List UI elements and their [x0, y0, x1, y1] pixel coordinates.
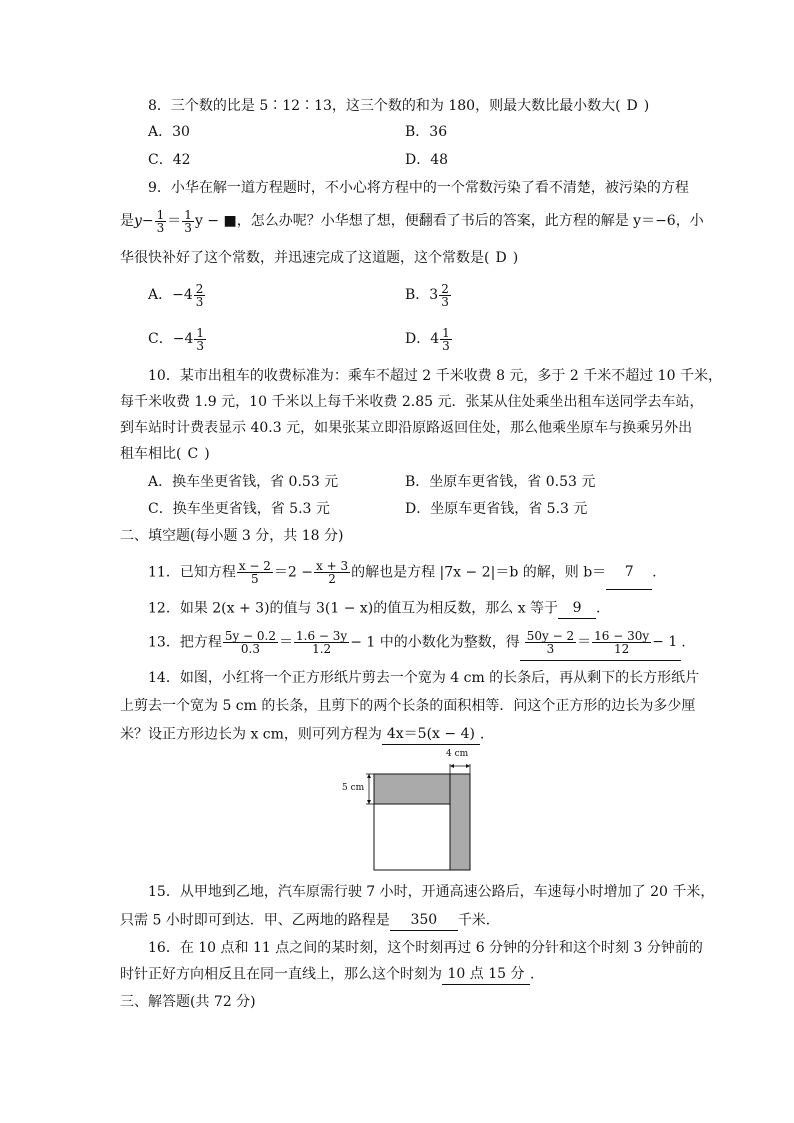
q14-line2: 上剪去一个宽为 5 cm 的长条，且剪下的两个长条的面积相等．问这个正方形的边长为多少厘 — [120, 698, 696, 714]
q8-option-c: C．42 — [148, 152, 191, 168]
q12-line: 12．如果 2(x + 3)的值与 3(1 − x)的值互为相反数，那么 x 等于 9 . — [148, 598, 601, 619]
square-paper-figure — [340, 744, 480, 874]
q8-option-d: D．48 — [405, 152, 449, 168]
q11-fraction-b: $\frac{x + 3}{2}$ — [316, 559, 349, 586]
q9-option-d: D．4 $\frac{1}{3}$ — [405, 325, 450, 353]
q16-answer-blank: 10 点 15 分 — [442, 964, 530, 985]
section-heading-solve: 三、解答题(共 72 分) — [120, 994, 256, 1010]
cut-strip-5cm — [374, 774, 450, 804]
q9-option-a: A．−4 $\frac{2}{3}$ — [148, 281, 204, 309]
q13-answer-blank: $\frac{50y - 2}{3}$ ＝ $\frac{16 - 30y}{12}$ − 1 — [520, 624, 681, 661]
q13-line: 13．把方程 $\frac{5y - 0.2}{0.3}$ ＝ $\frac{1.6 - 3y}{1.2}$ − 1 中的小数化为整数，得 $\frac{50y - 2}{3}$ ＝ $\frac{16 - 30y}{12}$ − 1 . — [148, 624, 686, 661]
q8-stem: 8．三个数的比是 5∶12∶13，这三个数的和为 180，则最大数比最小数大( D ) — [148, 98, 650, 114]
q12-answer-blank: 9 — [558, 598, 596, 619]
q9-line1: 9．小华在解一道方程题时，不小心将方程中的一个常数污染了看不清楚，被污染的方程 — [148, 180, 689, 196]
q11-line: 11．已知方程 $\frac{x - 2}{5}$ ＝2 − $\frac{x + 3}{2}$ 的解也是方程 |7x − 2|＝b 的解，则 b＝ 7 . — [148, 555, 657, 590]
q10-line2: 每千米收费 1.9 元，10 千米以上每千米收费 2.85 元．张某从住处乘坐出租车送同学去车站， — [120, 394, 704, 410]
q15-line1: 15．从甲地到乙地，汽车原需行驶 7 小时，开通高速公路后，车速每小时增加了 20 千米， — [148, 884, 715, 900]
q9-fraction-2: $\frac{1}{3}$ — [184, 207, 192, 235]
q9-line3: 华很快补好了这个常数，并迅速完成了这道题，这个常数是( D ) — [120, 250, 519, 266]
q9-answer: D — [495, 250, 507, 266]
q8-option-a: A．30 — [148, 124, 190, 140]
q13-fraction-a: $\frac{5y - 0.2}{0.3}$ — [224, 629, 277, 656]
q10-option-d: D．坐原车更省钱，省 5.3 元 — [405, 501, 588, 517]
q10-option-c: C．换车坐更省钱，省 5.3 元 — [148, 501, 330, 517]
q9-option-c: C．−4 $\frac{1}{3}$ — [148, 325, 204, 353]
q9-fraction-1: $\frac{1}{3}$ — [156, 207, 165, 235]
q11-fraction-a: $\frac{x - 2}{5}$ — [238, 559, 271, 586]
q13-fraction-b: $\frac{1.6 - 3y}{1.2}$ — [296, 629, 348, 656]
q9-option-b: B．3 $\frac{2}{3}$ — [405, 281, 449, 309]
q10-option-a: A．换车坐更省钱，省 0.53 元 — [148, 474, 339, 490]
q16-line1: 16．在 10 点和 11 点之间的某时刻，这个时刻再过 6 分钟的分针和这个时刻 3 分钟前的 — [148, 940, 703, 956]
cut-strip-4cm — [450, 774, 470, 870]
q16-line2: 时针正好方向相反且在同一直线上，那么这个时刻为 10 点 15 分 . — [120, 964, 534, 985]
q10-line3: 到车站时计费表显示 40.3 元，如果张某立即沿原路返回住处，那么他乘坐原车与换乘另外出 — [120, 420, 693, 436]
q15-answer-blank: 350 — [390, 910, 458, 931]
q10-line4: 租车相比( C ) — [120, 446, 210, 462]
q10-line1: 10．某市出租车的收费标准为：乘车不超过 2 千米收费 8 元，多于 2 千米不超过 10 千米， — [148, 368, 722, 384]
figure-label-5cm: 5 cm — [342, 783, 365, 793]
q11-answer-blank: 7 — [606, 555, 652, 590]
q14-line1: 14．如图，小红将一个正方形纸片剪去一个宽为 4 cm 的长条后，再从剩下的长方形纸片 — [148, 670, 700, 686]
section-heading-fill-in: 二、填空题(每小题 3 分，共 18 分) — [120, 528, 344, 544]
q10-answer: C — [187, 446, 199, 462]
q14-answer-blank: 4x＝5(x − 4) — [382, 724, 480, 745]
q8-option-b: B．36 — [405, 124, 448, 140]
q14-line3: 米？设正方形边长为 x cm，则可列方程为 4x＝5(x − 4) . — [120, 724, 484, 745]
q8-answer: D — [626, 98, 638, 114]
q15-line2: 只需 5 小时即可到达．甲、乙两地的路程是 350 千米． — [120, 910, 500, 931]
q10-option-b: B．坐原车更省钱，省 0.53 元 — [405, 474, 596, 490]
figure-label-4cm: 4 cm — [446, 749, 469, 759]
q9-line2: 是y− $\frac{1}{3}$ ＝ $\frac{1}{3}$ y − ■，怎么办呢？小华想了想，便翻看了书后的答案，此方程的解是 y＝−6，小 — [120, 207, 704, 235]
